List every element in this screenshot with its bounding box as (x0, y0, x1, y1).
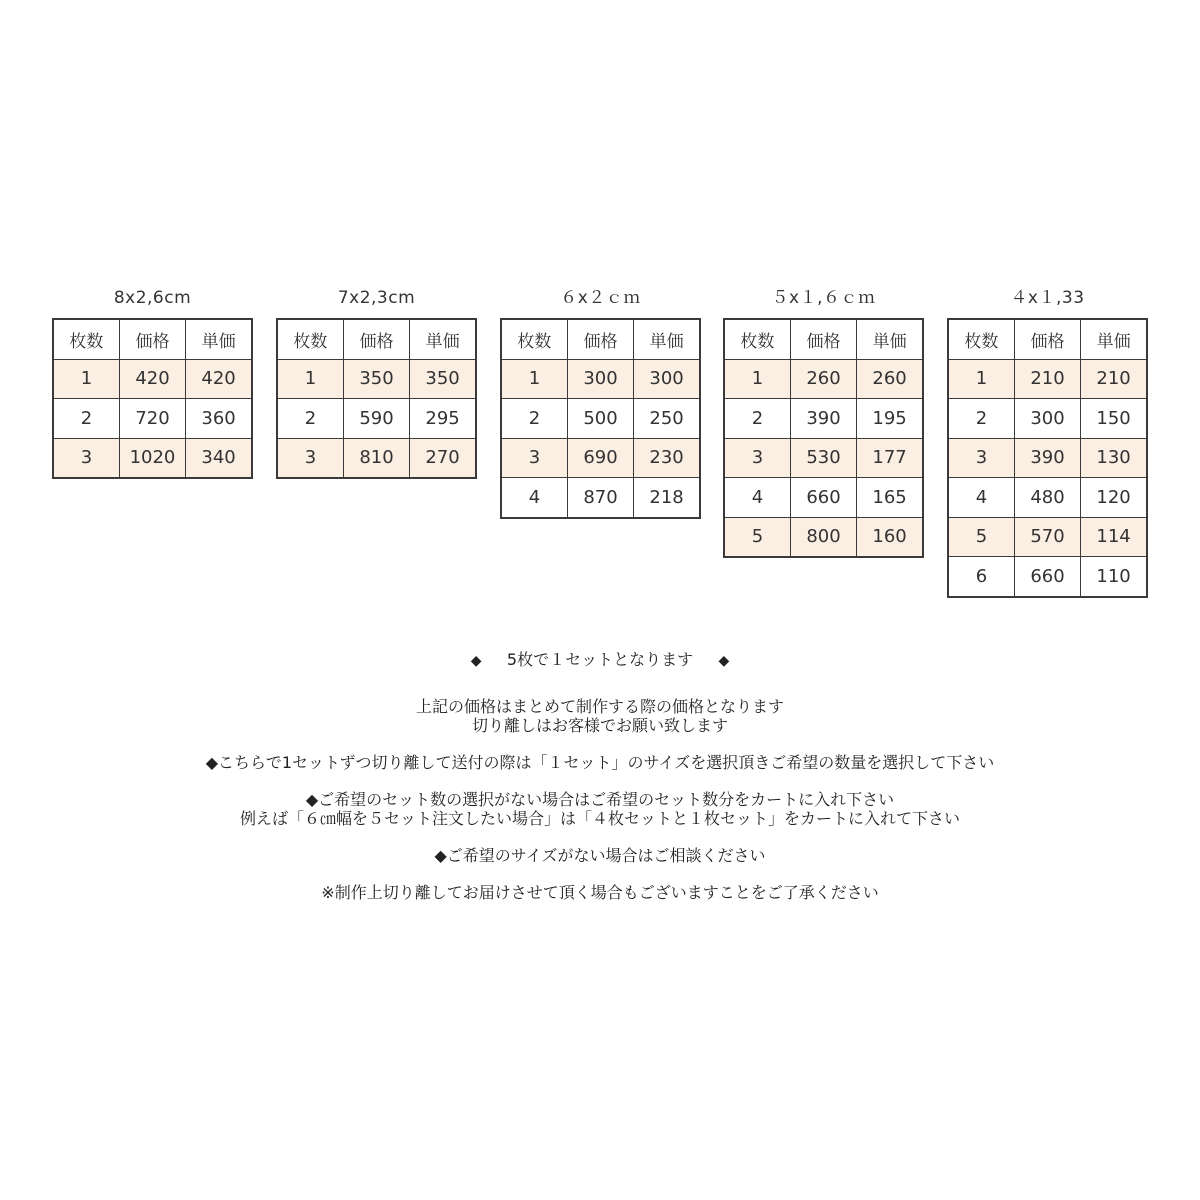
note-line: 切り離しはお客様でお願い致します (471, 716, 728, 735)
column-header: 枚数 (277, 319, 343, 359)
header-row (501, 319, 700, 359)
table-row (501, 438, 700, 478)
column-header: 枚数 (53, 319, 119, 359)
table-row (948, 557, 1147, 597)
table-cell: 5 (724, 517, 790, 557)
table-cell: 270 (410, 438, 476, 478)
table-cell: 530 (790, 438, 856, 478)
column-header: 単価 (634, 319, 700, 359)
table-cell: 300 (634, 359, 700, 399)
table-cell: 1 (724, 359, 790, 399)
red-diamond-icon: ◆ (718, 653, 730, 669)
table-cell: 295 (410, 399, 476, 439)
price-table-block (500, 284, 701, 519)
table-cell: 218 (634, 478, 700, 518)
price-table-block (276, 284, 477, 479)
column-header: 単価 (1081, 319, 1147, 359)
table-row (277, 359, 476, 399)
table-cell: 130 (1081, 438, 1147, 478)
table-cell: 1 (501, 359, 567, 399)
table-cell: 150 (1081, 399, 1147, 439)
set-notice (0, 650, 1200, 671)
table-cell: 3 (724, 438, 790, 478)
note-line: ◆ご希望のセット数の選択がない場合はご希望のセット数分をカートに入れ下さい (305, 790, 895, 809)
column-header: 枚数 (501, 319, 567, 359)
table-cell: 160 (857, 517, 923, 557)
table-cell: 340 (186, 438, 252, 478)
table-cell: 350 (343, 359, 409, 399)
table-cell: 2 (501, 399, 567, 439)
red-diamond-icon: ◆ (470, 653, 482, 669)
table-cell: 690 (567, 438, 633, 478)
note-line: ◆こちらで1セットずつ切り離して送付の際は「１セット」のサイズを選択頂きご希望の数量を選択して下さい (205, 753, 995, 772)
set-notice-text: 5枚で１セットとなります (506, 650, 694, 669)
price-table-block (52, 284, 253, 479)
table-cell: 3 (948, 438, 1014, 478)
column-header: 枚数 (724, 319, 790, 359)
table-cell: 260 (790, 359, 856, 399)
table-cell: 390 (790, 399, 856, 439)
column-header: 価格 (1014, 319, 1080, 359)
column-header: 単価 (186, 319, 252, 359)
table-row (948, 438, 1147, 478)
table-row (724, 438, 923, 478)
table-cell: 210 (1014, 359, 1080, 399)
table-cell: 230 (634, 438, 700, 478)
table-cell: 1020 (119, 438, 185, 478)
table-cell: 110 (1081, 557, 1147, 597)
size-title: ６x２ｃｍ (560, 288, 641, 308)
table-cell: 300 (1014, 399, 1080, 439)
table-cell: 250 (634, 399, 700, 439)
size-title: 7x2,3cm (337, 288, 416, 308)
note-line: 例えば「６㎝幅を５セット注文したい場合」は「４枚セットと１枚セット」をカートに入れて下さい (239, 809, 960, 828)
note-line: ◆ご希望のサイズがない場合はご相談ください (434, 846, 766, 865)
size-title: ４x１,33 (1010, 288, 1085, 308)
note-line: 上記の価格はまとめて制作する際の価格となります (415, 697, 784, 716)
table-cell: 210 (1081, 359, 1147, 399)
table-cell: 3 (277, 438, 343, 478)
price-table (723, 318, 924, 558)
table-cell: 114 (1081, 517, 1147, 557)
table-cell: 5 (948, 517, 1014, 557)
table-cell: 4 (724, 478, 790, 518)
table-row (948, 399, 1147, 439)
table-row (948, 359, 1147, 399)
header-row (53, 319, 252, 359)
table-cell: 300 (567, 359, 633, 399)
table-row (724, 517, 923, 557)
table-row (948, 478, 1147, 518)
column-header: 単価 (857, 319, 923, 359)
table-row (53, 399, 252, 439)
table-cell: 420 (119, 359, 185, 399)
table-cell: 6 (948, 557, 1014, 597)
price-table (947, 318, 1148, 598)
table-cell: 350 (410, 359, 476, 399)
table-cell: 720 (119, 399, 185, 439)
table-cell: 480 (1014, 478, 1080, 518)
table-cell: 1 (277, 359, 343, 399)
table-cell: 165 (857, 478, 923, 518)
table-cell: 260 (857, 359, 923, 399)
header-row (277, 319, 476, 359)
table-cell: 2 (53, 399, 119, 439)
note-line: ※制作上切り離してお届けさせて頂く場合もございますことをご了承ください (321, 883, 879, 902)
column-header: 価格 (790, 319, 856, 359)
table-cell: 2 (277, 399, 343, 439)
table-row (277, 399, 476, 439)
table-row (724, 478, 923, 518)
table-row (53, 359, 252, 399)
table-row (277, 438, 476, 478)
table-cell: 2 (724, 399, 790, 439)
table-cell: 500 (567, 399, 633, 439)
price-table (276, 318, 477, 479)
table-row (501, 359, 700, 399)
table-cell: 1 (948, 359, 1014, 399)
table-cell: 660 (790, 478, 856, 518)
table-row (724, 399, 923, 439)
table-row (53, 438, 252, 478)
table-cell: 590 (343, 399, 409, 439)
column-header: 価格 (567, 319, 633, 359)
table-cell: 800 (790, 517, 856, 557)
table-cell: 390 (1014, 438, 1080, 478)
table-cell: 810 (343, 438, 409, 478)
column-header: 単価 (410, 319, 476, 359)
table-cell: 660 (1014, 557, 1080, 597)
size-title: ５x１,６ｃｍ (771, 288, 876, 308)
table-cell: 4 (948, 478, 1014, 518)
table-cell: 870 (567, 478, 633, 518)
table-cell: 360 (186, 399, 252, 439)
price-table (500, 318, 701, 519)
table-cell: 3 (501, 438, 567, 478)
table-row (501, 399, 700, 439)
table-cell: 2 (948, 399, 1014, 439)
table-cell: 177 (857, 438, 923, 478)
table-row (724, 359, 923, 399)
table-cell: 4 (501, 478, 567, 518)
price-table (52, 318, 253, 479)
price-table-block (947, 284, 1148, 598)
size-title: 8x2,6cm (113, 288, 192, 308)
column-header: 価格 (119, 319, 185, 359)
table-cell: 195 (857, 399, 923, 439)
table-row (948, 517, 1147, 557)
price-table-block (723, 284, 924, 558)
notes-section (0, 650, 1200, 902)
table-cell: 420 (186, 359, 252, 399)
table-cell: 120 (1081, 478, 1147, 518)
column-header: 枚数 (948, 319, 1014, 359)
table-cell: 3 (53, 438, 119, 478)
header-row (948, 319, 1147, 359)
header-row (724, 319, 923, 359)
column-header: 価格 (343, 319, 409, 359)
table-row (501, 478, 700, 518)
table-cell: 1 (53, 359, 119, 399)
table-cell: 570 (1014, 517, 1080, 557)
